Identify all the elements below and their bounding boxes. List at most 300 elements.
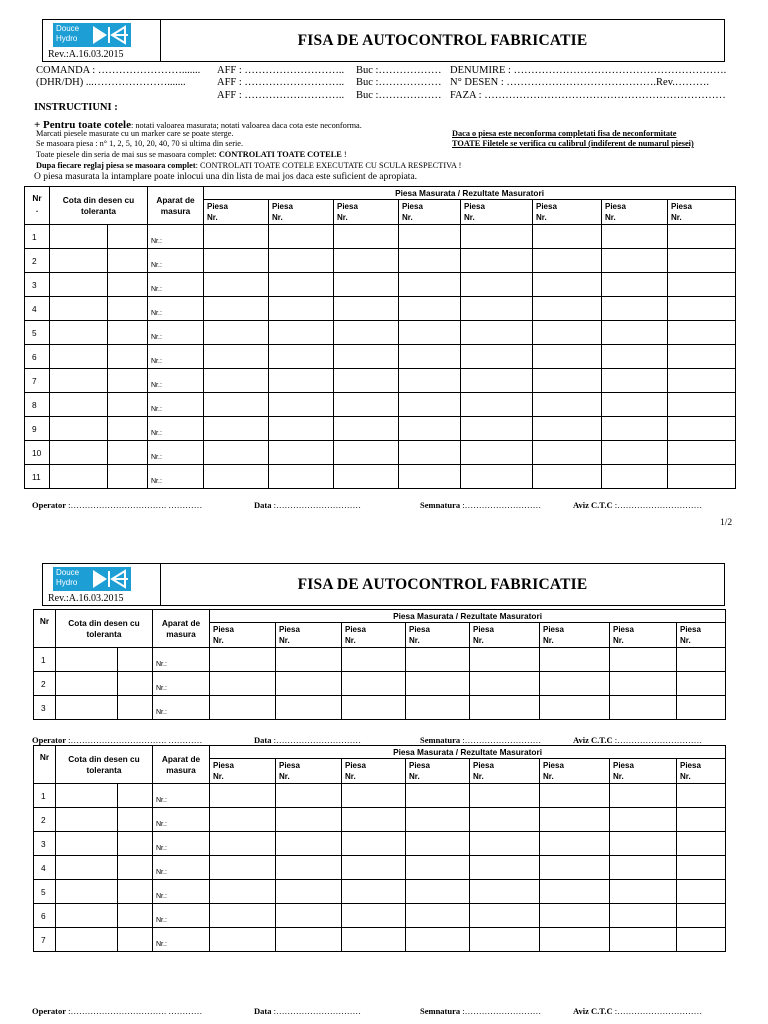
measurement-cell[interactable] bbox=[204, 345, 269, 369]
measurement-cell[interactable] bbox=[677, 648, 726, 672]
row-number: 2 bbox=[34, 808, 56, 832]
row-number: 11 bbox=[25, 465, 50, 489]
row-number: 7 bbox=[34, 928, 56, 952]
measurement-cell[interactable] bbox=[276, 928, 342, 952]
measurement-cell[interactable] bbox=[204, 441, 269, 465]
operator-field[interactable]: Operator :……………………………. ………… bbox=[32, 735, 203, 745]
aparat-cell[interactable]: Nr.: bbox=[153, 904, 210, 928]
measurement-cell[interactable] bbox=[540, 928, 610, 952]
measurement-cell[interactable] bbox=[470, 808, 540, 832]
measurement-cell[interactable] bbox=[602, 393, 668, 417]
toleranta-cell[interactable] bbox=[118, 648, 153, 672]
measurement-cell[interactable] bbox=[540, 648, 610, 672]
measurement-cell[interactable] bbox=[342, 832, 406, 856]
measurement-cell[interactable] bbox=[677, 928, 726, 952]
data-field[interactable]: Data :………………………… bbox=[254, 735, 361, 745]
aparat-cell[interactable]: Nr.: bbox=[148, 273, 204, 297]
measurement-cell[interactable] bbox=[602, 345, 668, 369]
revision-label: Rev.:A.16.03.2015 bbox=[48, 49, 124, 60]
measurement-cell[interactable] bbox=[342, 880, 406, 904]
cota-value-cell[interactable] bbox=[50, 345, 108, 369]
measurement-table-3 bbox=[33, 745, 726, 952]
aparat-cell[interactable]: Nr.: bbox=[153, 880, 210, 904]
measurement-cell[interactable] bbox=[533, 297, 602, 321]
measurement-cell[interactable] bbox=[334, 321, 399, 345]
row-number: 4 bbox=[25, 297, 50, 321]
measurement-cell[interactable] bbox=[334, 345, 399, 369]
measurement-cell[interactable] bbox=[269, 273, 334, 297]
measurement-cell[interactable] bbox=[210, 648, 276, 672]
measurement-cell[interactable] bbox=[210, 672, 276, 696]
measurement-cell[interactable] bbox=[461, 465, 533, 489]
measurement-cell[interactable] bbox=[406, 928, 470, 952]
results-group-header: Piesa Masurata / Rezultate Masuratori bbox=[210, 610, 726, 623]
measurement-cell[interactable] bbox=[461, 345, 533, 369]
toleranta-cell[interactable] bbox=[108, 441, 148, 465]
measurement-cell[interactable] bbox=[677, 856, 726, 880]
measurement-cell[interactable] bbox=[399, 249, 461, 273]
cota-value-cell[interactable] bbox=[50, 249, 108, 273]
aff-field-2[interactable]: AFF : ……………………….. bbox=[217, 77, 345, 88]
measurement-cell[interactable] bbox=[470, 928, 540, 952]
cota-value-cell[interactable] bbox=[56, 648, 118, 672]
measurement-cell[interactable] bbox=[470, 784, 540, 808]
aff-field-3[interactable]: AFF : ……………………….. bbox=[217, 90, 345, 101]
measurement-cell[interactable] bbox=[399, 465, 461, 489]
measurement-cell[interactable] bbox=[342, 856, 406, 880]
measurement-cell[interactable] bbox=[461, 393, 533, 417]
measurement-cell[interactable] bbox=[677, 672, 726, 696]
aparat-cell[interactable]: Nr.: bbox=[153, 856, 210, 880]
measurement-cell[interactable] bbox=[677, 784, 726, 808]
cota-value-cell[interactable] bbox=[50, 417, 108, 441]
desen-field[interactable]: N° DESEN : …………………………………….Rev.………. bbox=[450, 77, 710, 88]
measurement-cell[interactable] bbox=[610, 696, 677, 720]
measurement-cell[interactable] bbox=[602, 465, 668, 489]
measurement-cell[interactable] bbox=[677, 880, 726, 904]
cota-value-cell[interactable] bbox=[56, 672, 118, 696]
measurement-cell[interactable] bbox=[406, 904, 470, 928]
measurement-cell[interactable] bbox=[276, 672, 342, 696]
operator-field[interactable]: Operator :……………………………. ………… bbox=[32, 1006, 203, 1016]
measurement-cell[interactable] bbox=[610, 856, 677, 880]
measurement-cell[interactable] bbox=[668, 297, 736, 321]
measurement-cell[interactable] bbox=[668, 273, 736, 297]
form-header-2 bbox=[42, 563, 725, 606]
measurement-cell[interactable] bbox=[342, 904, 406, 928]
semnatura-field[interactable]: Semnatura :……………………… bbox=[420, 735, 542, 745]
measurement-cell[interactable] bbox=[399, 273, 461, 297]
measurement-cell[interactable] bbox=[406, 696, 470, 720]
cota-value-cell[interactable] bbox=[50, 393, 108, 417]
measurement-cell[interactable] bbox=[533, 417, 602, 441]
measurement-cell[interactable] bbox=[210, 880, 276, 904]
measurement-cell[interactable] bbox=[533, 345, 602, 369]
instruction-line-1: + Pentru toate cotele: notati valoarea masurata; notati valoarea daca cota este neconforma. bbox=[34, 119, 362, 131]
faza-field[interactable]: FAZA : …………………………………………………………… bbox=[450, 90, 726, 101]
semnatura-field[interactable]: Semnatura :……………………… bbox=[420, 500, 542, 510]
measurement-cell[interactable] bbox=[540, 856, 610, 880]
measurement-cell[interactable] bbox=[399, 297, 461, 321]
measurement-cell[interactable] bbox=[461, 369, 533, 393]
aviz-ctc-field[interactable]: Aviz C.T.C :………………………… bbox=[573, 500, 703, 510]
revision-label: Rev.:A.16.03.2015 bbox=[48, 593, 124, 604]
measurement-cell[interactable] bbox=[602, 417, 668, 441]
instruction-right-1: Daca o piesa este neconforma completati fisa de neconformitate bbox=[452, 129, 677, 138]
cota-value-cell[interactable] bbox=[56, 832, 118, 856]
row-number: 5 bbox=[34, 880, 56, 904]
measurement-cell[interactable] bbox=[210, 928, 276, 952]
measurement-cell[interactable] bbox=[342, 928, 406, 952]
col-aparat-header: Aparat de masura bbox=[153, 610, 210, 648]
aparat-cell[interactable]: Nr.: bbox=[148, 417, 204, 441]
piesa-nr-header: Piesa Nr. bbox=[470, 759, 540, 784]
aviz-ctc-field[interactable]: Aviz C.T.C :………………………… bbox=[573, 1006, 703, 1016]
measurement-cell[interactable] bbox=[540, 808, 610, 832]
measurement-cell[interactable] bbox=[533, 321, 602, 345]
measurement-cell[interactable] bbox=[334, 369, 399, 393]
measurement-cell[interactable] bbox=[210, 696, 276, 720]
aparat-cell[interactable]: Nr.: bbox=[153, 648, 210, 672]
toleranta-cell[interactable] bbox=[108, 417, 148, 441]
measurement-cell[interactable] bbox=[533, 393, 602, 417]
cota-value-cell[interactable] bbox=[50, 369, 108, 393]
measurement-cell[interactable] bbox=[668, 417, 736, 441]
row-number: 3 bbox=[34, 832, 56, 856]
cota-value-cell[interactable] bbox=[50, 297, 108, 321]
measurement-cell[interactable] bbox=[406, 672, 470, 696]
measurement-cell[interactable] bbox=[399, 441, 461, 465]
measurement-cell[interactable] bbox=[610, 808, 677, 832]
measurement-cell[interactable] bbox=[204, 393, 269, 417]
form-title: FISA DE AUTOCONTROL FABRICATIE bbox=[297, 31, 588, 49]
measurement-cell[interactable] bbox=[210, 808, 276, 832]
measurement-cell[interactable] bbox=[269, 369, 334, 393]
measurement-cell[interactable] bbox=[342, 784, 406, 808]
measurement-cell[interactable] bbox=[276, 808, 342, 832]
toleranta-cell[interactable] bbox=[118, 808, 153, 832]
dhr-field[interactable]: (DHR/DH) ...…………………....... bbox=[36, 77, 186, 88]
measurement-cell[interactable] bbox=[399, 417, 461, 441]
measurement-cell[interactable] bbox=[610, 832, 677, 856]
col-aparat-header: Aparat de masura bbox=[153, 746, 210, 784]
measurement-cell[interactable] bbox=[470, 672, 540, 696]
aff-field-1[interactable]: AFF : ……………………….. bbox=[217, 65, 345, 76]
measurement-cell[interactable] bbox=[334, 249, 399, 273]
measurement-cell[interactable] bbox=[334, 297, 399, 321]
cota-value-cell[interactable] bbox=[50, 273, 108, 297]
toleranta-cell[interactable] bbox=[108, 345, 148, 369]
form-header bbox=[42, 19, 725, 62]
aparat-cell[interactable]: Nr.: bbox=[148, 465, 204, 489]
col-aparat-header: Aparat de masura bbox=[148, 187, 204, 225]
measurement-cell[interactable] bbox=[540, 832, 610, 856]
measurement-cell[interactable] bbox=[470, 880, 540, 904]
measurement-cell[interactable] bbox=[461, 321, 533, 345]
row-number: 10 bbox=[25, 441, 50, 465]
measurement-cell[interactable] bbox=[461, 225, 533, 249]
toleranta-cell[interactable] bbox=[108, 225, 148, 249]
measurement-cell[interactable] bbox=[399, 393, 461, 417]
buc-field-3[interactable]: Buc :……………… bbox=[356, 90, 442, 101]
aparat-cell[interactable]: Nr.: bbox=[148, 393, 204, 417]
measurement-cell[interactable] bbox=[269, 297, 334, 321]
aparat-cell[interactable]: Nr.: bbox=[148, 249, 204, 273]
measurement-cell[interactable] bbox=[533, 249, 602, 273]
toleranta-cell[interactable] bbox=[108, 297, 148, 321]
measurement-cell[interactable] bbox=[610, 904, 677, 928]
row-number: 2 bbox=[34, 672, 56, 696]
measurement-cell[interactable] bbox=[406, 856, 470, 880]
cota-value-cell[interactable] bbox=[50, 321, 108, 345]
toleranta-cell[interactable] bbox=[108, 273, 148, 297]
measurement-cell[interactable] bbox=[668, 393, 736, 417]
measurement-cell[interactable] bbox=[276, 784, 342, 808]
measurement-cell[interactable] bbox=[204, 369, 269, 393]
cota-value-cell[interactable] bbox=[56, 928, 118, 952]
measurement-cell[interactable] bbox=[668, 225, 736, 249]
measurement-cell[interactable] bbox=[399, 321, 461, 345]
measurement-cell[interactable] bbox=[406, 880, 470, 904]
measurement-cell[interactable] bbox=[342, 648, 406, 672]
measurement-cell[interactable] bbox=[610, 880, 677, 904]
measurement-cell[interactable] bbox=[470, 856, 540, 880]
measurement-cell[interactable] bbox=[269, 345, 334, 369]
cota-value-cell[interactable] bbox=[50, 441, 108, 465]
measurement-cell[interactable] bbox=[269, 225, 334, 249]
measurement-cell[interactable] bbox=[269, 441, 334, 465]
piesa-nr-header: Piesa Nr. bbox=[210, 759, 276, 784]
measurement-cell[interactable] bbox=[276, 856, 342, 880]
row-number: 4 bbox=[34, 856, 56, 880]
measurement-cell[interactable] bbox=[668, 441, 736, 465]
data-field[interactable]: Data :………………………… bbox=[254, 1006, 361, 1016]
form-title: FISA DE AUTOCONTROL FABRICATIE bbox=[297, 575, 588, 593]
measurement-cell[interactable] bbox=[602, 297, 668, 321]
aparat-cell[interactable]: Nr.: bbox=[148, 297, 204, 321]
toleranta-cell[interactable] bbox=[118, 880, 153, 904]
measurement-cell[interactable] bbox=[602, 441, 668, 465]
row-number: 6 bbox=[34, 904, 56, 928]
measurement-cell[interactable] bbox=[533, 465, 602, 489]
toleranta-cell[interactable] bbox=[118, 832, 153, 856]
measurement-cell[interactable] bbox=[204, 321, 269, 345]
aparat-cell[interactable]: Nr.: bbox=[153, 808, 210, 832]
piesa-nr-header: Piesa Nr. bbox=[406, 623, 470, 648]
measurement-cell[interactable] bbox=[269, 321, 334, 345]
toleranta-cell[interactable] bbox=[108, 321, 148, 345]
toleranta-cell[interactable] bbox=[108, 465, 148, 489]
measurement-cell[interactable] bbox=[602, 369, 668, 393]
toleranta-cell[interactable] bbox=[118, 784, 153, 808]
measurement-cell[interactable] bbox=[276, 832, 342, 856]
measurement-cell[interactable] bbox=[399, 345, 461, 369]
measurement-cell[interactable] bbox=[668, 345, 736, 369]
measurement-cell[interactable] bbox=[677, 808, 726, 832]
toleranta-cell[interactable] bbox=[118, 928, 153, 952]
measurement-cell[interactable] bbox=[470, 832, 540, 856]
toleranta-cell[interactable] bbox=[118, 904, 153, 928]
measurement-cell[interactable] bbox=[210, 856, 276, 880]
table-row bbox=[34, 832, 726, 856]
cota-value-cell[interactable] bbox=[50, 225, 108, 249]
measurement-cell[interactable] bbox=[204, 297, 269, 321]
measurement-cell[interactable] bbox=[677, 904, 726, 928]
measurement-cell[interactable] bbox=[204, 273, 269, 297]
piesa-nr-header: Piesa Nr. bbox=[610, 623, 677, 648]
measurement-cell[interactable] bbox=[204, 225, 269, 249]
measurement-cell[interactable] bbox=[334, 441, 399, 465]
measurement-cell[interactable] bbox=[533, 225, 602, 249]
cota-value-cell[interactable] bbox=[56, 808, 118, 832]
denumire-field[interactable]: DENUMIRE : ……………………………………………………. bbox=[450, 65, 727, 76]
row-number: 1 bbox=[25, 225, 50, 249]
measurement-cell[interactable] bbox=[668, 321, 736, 345]
aparat-cell[interactable]: Nr.: bbox=[153, 672, 210, 696]
comanda-field[interactable]: COMANDA : ……………………....... bbox=[36, 65, 201, 76]
measurement-cell[interactable] bbox=[610, 928, 677, 952]
measurement-cell[interactable] bbox=[204, 417, 269, 441]
measurement-cell[interactable] bbox=[269, 249, 334, 273]
measurement-cell[interactable] bbox=[334, 465, 399, 489]
cota-value-cell[interactable] bbox=[56, 880, 118, 904]
aparat-cell[interactable]: Nr.: bbox=[153, 784, 210, 808]
measurement-cell[interactable] bbox=[342, 672, 406, 696]
measurement-cell[interactable] bbox=[602, 321, 668, 345]
measurement-cell[interactable] bbox=[399, 369, 461, 393]
aviz-ctc-field[interactable]: Aviz C.T.C :………………………… bbox=[573, 735, 703, 745]
measurement-cell[interactable] bbox=[204, 465, 269, 489]
instruction-right-2: TOATE Filetele se verifica cu calibrul (indiferent de numarul piesei) bbox=[452, 139, 694, 148]
measurement-cell[interactable] bbox=[342, 808, 406, 832]
measurement-cell[interactable] bbox=[461, 249, 533, 273]
measurement-cell[interactable] bbox=[406, 832, 470, 856]
measurement-cell[interactable] bbox=[540, 880, 610, 904]
measurement-cell[interactable] bbox=[540, 672, 610, 696]
measurement-cell[interactable] bbox=[677, 696, 726, 720]
buc-field-2[interactable]: Buc :……………… bbox=[356, 77, 442, 88]
measurement-cell[interactable] bbox=[406, 808, 470, 832]
measurement-cell[interactable] bbox=[406, 784, 470, 808]
measurement-cell[interactable] bbox=[610, 784, 677, 808]
row-number: 5 bbox=[25, 321, 50, 345]
measurement-cell[interactable] bbox=[269, 393, 334, 417]
semnatura-field[interactable]: Semnatura :……………………… bbox=[420, 1006, 542, 1016]
measurement-cell[interactable] bbox=[399, 225, 461, 249]
piesa-nr-header: Piesa Nr. bbox=[342, 759, 406, 784]
measurement-cell[interactable] bbox=[210, 904, 276, 928]
measurement-cell[interactable] bbox=[677, 832, 726, 856]
operator-field[interactable]: Operator :……………………………. ………… bbox=[32, 500, 203, 510]
aparat-cell[interactable]: Nr.: bbox=[148, 441, 204, 465]
measurement-cell[interactable] bbox=[602, 273, 668, 297]
measurement-cell[interactable] bbox=[461, 441, 533, 465]
measurement-cell[interactable] bbox=[461, 417, 533, 441]
table-row bbox=[25, 393, 736, 417]
measurement-cell[interactable] bbox=[210, 832, 276, 856]
measurement-cell[interactable] bbox=[210, 784, 276, 808]
measurement-cell[interactable] bbox=[470, 904, 540, 928]
measurement-cell[interactable] bbox=[342, 696, 406, 720]
measurement-cell[interactable] bbox=[204, 249, 269, 273]
cota-value-cell[interactable] bbox=[50, 465, 108, 489]
measurement-cell[interactable] bbox=[533, 369, 602, 393]
measurement-cell[interactable] bbox=[334, 417, 399, 441]
aparat-cell[interactable]: Nr.: bbox=[148, 225, 204, 249]
toleranta-cell[interactable] bbox=[118, 856, 153, 880]
measurement-cell[interactable] bbox=[540, 696, 610, 720]
measurement-cell[interactable] bbox=[470, 696, 540, 720]
buc-field-1[interactable]: Buc :……………… bbox=[356, 65, 442, 76]
toleranta-cell[interactable] bbox=[118, 672, 153, 696]
measurement-cell[interactable] bbox=[461, 297, 533, 321]
measurement-cell[interactable] bbox=[533, 441, 602, 465]
measurement-cell[interactable] bbox=[610, 648, 677, 672]
measurement-cell[interactable] bbox=[334, 273, 399, 297]
row-number: 9 bbox=[25, 417, 50, 441]
measurement-cell[interactable] bbox=[668, 369, 736, 393]
aparat-cell[interactable]: Nr.: bbox=[153, 928, 210, 952]
table-row bbox=[25, 345, 736, 369]
measurement-cell[interactable] bbox=[334, 225, 399, 249]
cota-value-cell[interactable] bbox=[56, 696, 118, 720]
measurement-cell[interactable] bbox=[276, 880, 342, 904]
measurement-cell[interactable] bbox=[334, 393, 399, 417]
col-nr-header: Nr bbox=[34, 610, 56, 648]
toleranta-cell[interactable] bbox=[108, 369, 148, 393]
measurement-cell[interactable] bbox=[406, 648, 470, 672]
measurement-cell[interactable] bbox=[269, 417, 334, 441]
measurement-cell[interactable] bbox=[269, 465, 334, 489]
measurement-cell[interactable] bbox=[470, 648, 540, 672]
aparat-cell[interactable]: Nr.: bbox=[148, 345, 204, 369]
row-number: 1 bbox=[34, 648, 56, 672]
measurement-cell[interactable] bbox=[602, 249, 668, 273]
measurement-cell[interactable] bbox=[276, 696, 342, 720]
measurement-cell[interactable] bbox=[602, 225, 668, 249]
measurement-cell[interactable] bbox=[668, 465, 736, 489]
measurement-cell[interactable] bbox=[276, 648, 342, 672]
measurement-cell[interactable] bbox=[276, 904, 342, 928]
piesa-nr-header: Piesa Nr. bbox=[334, 200, 399, 225]
measurement-cell[interactable] bbox=[540, 904, 610, 928]
measurement-cell[interactable] bbox=[610, 672, 677, 696]
measurement-cell[interactable] bbox=[533, 273, 602, 297]
toleranta-cell[interactable] bbox=[108, 249, 148, 273]
piesa-nr-header: Piesa Nr. bbox=[668, 200, 736, 225]
cota-value-cell[interactable] bbox=[56, 904, 118, 928]
toleranta-cell[interactable] bbox=[118, 696, 153, 720]
piesa-nr-header: Piesa Nr. bbox=[399, 200, 461, 225]
toleranta-cell[interactable] bbox=[108, 393, 148, 417]
douce-hydro-logo: Douce Hydro bbox=[53, 23, 131, 47]
table-row bbox=[25, 249, 736, 273]
table-row bbox=[25, 273, 736, 297]
aparat-cell[interactable]: Nr.: bbox=[148, 321, 204, 345]
measurement-cell[interactable] bbox=[461, 273, 533, 297]
cota-value-cell[interactable] bbox=[56, 856, 118, 880]
data-field[interactable]: Data :………………………… bbox=[254, 500, 361, 510]
aparat-cell[interactable]: Nr.: bbox=[153, 696, 210, 720]
aparat-cell[interactable]: Nr.: bbox=[148, 369, 204, 393]
piesa-nr-header: Piesa Nr. bbox=[533, 200, 602, 225]
piesa-nr-header: Piesa Nr. bbox=[342, 623, 406, 648]
cota-value-cell[interactable] bbox=[56, 784, 118, 808]
piesa-nr-header: Piesa Nr. bbox=[677, 759, 726, 784]
aparat-cell[interactable]: Nr.: bbox=[153, 832, 210, 856]
measurement-cell[interactable] bbox=[540, 784, 610, 808]
measurement-cell[interactable] bbox=[668, 249, 736, 273]
